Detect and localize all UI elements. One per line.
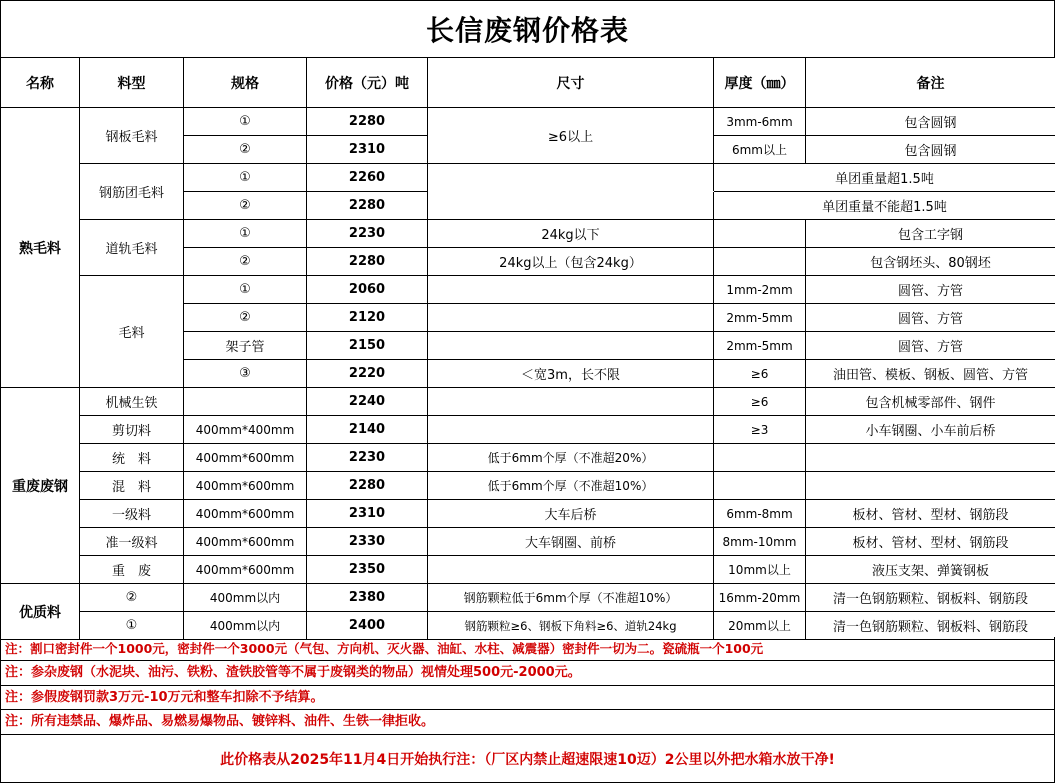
- table-header-row: [1, 58, 1055, 108]
- remark-cell: 液压支架、弹簧钢板: [806, 556, 1055, 584]
- table-row: [1, 164, 1055, 192]
- thickness-cell: 8mm-10mm: [714, 528, 806, 556]
- size-cell: 24kg以上（包含24kg）: [428, 248, 714, 276]
- remark-cell: [806, 472, 1055, 500]
- type-cell: 机械生铁: [80, 388, 184, 416]
- price-cell: 2280: [307, 472, 428, 500]
- price-cell: 2120: [307, 304, 428, 332]
- table-row: [1, 444, 1055, 472]
- spec-cell: [184, 388, 307, 416]
- remark-cell: 包含机械零部件、钢件: [806, 388, 1055, 416]
- remark-cell: [806, 444, 1055, 472]
- header-thickness: 厚度（㎜）: [714, 58, 806, 108]
- type-cell: ②: [80, 584, 184, 612]
- type-cell: 毛料: [80, 276, 184, 388]
- size-cell: 钢筋颗粒低于6mm个厚（不准超10%）: [428, 584, 714, 612]
- size-cell: 24kg以下: [428, 220, 714, 248]
- price-cell: 2310: [307, 136, 428, 164]
- price-cell: 2240: [307, 388, 428, 416]
- type-cell: 重 废: [80, 556, 184, 584]
- table-row: [1, 108, 1055, 136]
- size-cell: 大车钢圈、前桥: [428, 528, 714, 556]
- thickness-cell: 2mm-5mm: [714, 304, 806, 332]
- header-type: 料型: [80, 58, 184, 108]
- spec-cell: 400mm*600mm: [184, 500, 307, 528]
- note-line: 注：参杂废钢（水泥块、油污、铁粉、渣铁胶管等不属于废钢类的物品）视情处理500元-2000元。: [0, 661, 1055, 685]
- thickness-cell: ≥6: [714, 388, 806, 416]
- table-row: [1, 500, 1055, 528]
- type-cell: 钢板毛料: [80, 108, 184, 164]
- spec-cell: 400mm*600mm: [184, 528, 307, 556]
- category-cell: 优质料: [1, 584, 80, 640]
- spec-cell: 400mm*400mm: [184, 416, 307, 444]
- thickness-cell: 1mm-2mm: [714, 276, 806, 304]
- thickness-cell: [714, 220, 806, 248]
- size-cell: [428, 276, 714, 304]
- note-line: 注：所有违禁品、爆炸品、易燃易爆物品、镀锌料、油件、生铁一律拒收。: [0, 710, 1055, 734]
- size-cell: [428, 304, 714, 332]
- spec-cell: 400mm*600mm: [184, 556, 307, 584]
- thickness-cell: 10mm以上: [714, 556, 806, 584]
- table-row: [1, 584, 1055, 612]
- header-size: 尺寸: [428, 58, 714, 108]
- size-cell: [428, 388, 714, 416]
- type-cell: 钢筋团毛料: [80, 164, 184, 220]
- table-row: [1, 276, 1055, 304]
- price-cell: 2310: [307, 500, 428, 528]
- remark-cell: 油田管、模板、钢板、圆管、方管: [806, 360, 1055, 388]
- size-cell: [428, 416, 714, 444]
- spec-cell: ②: [184, 136, 307, 164]
- price-cell: 2280: [307, 108, 428, 136]
- remark-cell: 圆管、方管: [806, 304, 1055, 332]
- table-row: [1, 528, 1055, 556]
- table-row: [1, 220, 1055, 248]
- size-cell: ＜宽3m，长不限: [428, 360, 714, 388]
- thickness-cell: ≥6: [714, 360, 806, 388]
- remark-cell: 圆管、方管: [806, 276, 1055, 304]
- size-cell: [428, 192, 714, 220]
- remark-cell: 小车钢圈、小车前后桥: [806, 416, 1055, 444]
- spec-cell: 400mm*600mm: [184, 472, 307, 500]
- spec-cell: ②: [184, 304, 307, 332]
- size-cell: 低于6mm个厚（不准超20%）: [428, 444, 714, 472]
- spec-cell: ②: [184, 248, 307, 276]
- remark-cell: 包含圆钢: [806, 136, 1055, 164]
- spec-cell: 400mm以内: [184, 612, 307, 640]
- price-cell: 2230: [307, 220, 428, 248]
- spec-cell: 架子管: [184, 332, 307, 360]
- type-cell: 准一级料: [80, 528, 184, 556]
- remark-cell: 包含圆钢: [806, 108, 1055, 136]
- remark-cell: 板材、管材、型材、钢筋段: [806, 500, 1055, 528]
- type-cell: 一级料: [80, 500, 184, 528]
- thickness-cell: 6mm以上: [714, 136, 806, 164]
- type-cell: ①: [80, 612, 184, 640]
- type-cell: 剪切料: [80, 416, 184, 444]
- remark-cell: 清一色钢筋颗粒、钢板料、钢筋段: [806, 612, 1055, 640]
- spec-cell: ①: [184, 276, 307, 304]
- note-line: 注：参假废钢罚款3万元-10万元和整车扣除不予结算。: [0, 686, 1055, 710]
- price-cell: 2350: [307, 556, 428, 584]
- spec-cell: 400mm以内: [184, 584, 307, 612]
- size-cell: 低于6mm个厚（不准超10%）: [428, 472, 714, 500]
- category-cell: 重废废钢: [1, 388, 80, 584]
- merged-remark-cell: 单团重量超1.5吨: [714, 164, 1055, 192]
- thickness-cell: 3mm-6mm: [714, 108, 806, 136]
- notes-section: [0, 637, 1055, 735]
- remark-cell: 包含工字钢: [806, 220, 1055, 248]
- table-row: [1, 388, 1055, 416]
- spec-cell: 400mm*600mm: [184, 444, 307, 472]
- price-cell: 2260: [307, 164, 428, 192]
- remark-cell: 清一色钢筋颗粒、钢板料、钢筋段: [806, 584, 1055, 612]
- size-cell: ≥6以上: [428, 108, 714, 164]
- thickness-cell: [714, 248, 806, 276]
- price-cell: 2220: [307, 360, 428, 388]
- thickness-cell: 6mm-8mm: [714, 500, 806, 528]
- price-table: [0, 57, 1055, 640]
- price-cell: 2150: [307, 332, 428, 360]
- price-cell: 2400: [307, 612, 428, 640]
- type-cell: 统 料: [80, 444, 184, 472]
- spec-cell: ①: [184, 220, 307, 248]
- price-cell: 2280: [307, 192, 428, 220]
- footer-notice: 此价格表从2025年11月4日开始执行注：（厂区内禁止超速限速10迈）2公里以外把水箱水放干净!: [0, 735, 1055, 783]
- size-cell: [428, 332, 714, 360]
- header-price: 价格（元）吨: [307, 58, 428, 108]
- table-row: [1, 556, 1055, 584]
- price-cell: 2380: [307, 584, 428, 612]
- spec-cell: ②: [184, 192, 307, 220]
- thickness-cell: 20mm以上: [714, 612, 806, 640]
- header-spec: 规格: [184, 58, 307, 108]
- note-line: 注：割口密封件一个1000元，密封件一个3000元（气包、方向机、灭火器、油缸、水柱、减震器）密封件一切为二。瓷硫瓶一个100元: [0, 637, 1055, 661]
- thickness-cell: 2mm-5mm: [714, 332, 806, 360]
- price-cell: 2060: [307, 276, 428, 304]
- remark-cell: 包含钢坯头、80钢坯: [806, 248, 1055, 276]
- type-cell: 道轨毛料: [80, 220, 184, 276]
- price-cell: 2280: [307, 248, 428, 276]
- table-row: [1, 472, 1055, 500]
- spec-cell: ③: [184, 360, 307, 388]
- page-title: 长信废钢价格表: [0, 0, 1055, 57]
- thickness-cell: [714, 472, 806, 500]
- price-cell: 2330: [307, 528, 428, 556]
- category-cell: 熟毛料: [1, 108, 80, 388]
- price-cell: 2140: [307, 416, 428, 444]
- thickness-cell: 16mm-20mm: [714, 584, 806, 612]
- price-cell: 2230: [307, 444, 428, 472]
- header-remark: 备注: [806, 58, 1055, 108]
- merged-remark-cell: 单团重量不能超1.5吨: [714, 192, 1055, 220]
- spec-cell: ①: [184, 164, 307, 192]
- spec-cell: ①: [184, 108, 307, 136]
- size-cell: [428, 164, 714, 192]
- header-name: 名称: [1, 58, 80, 108]
- remark-cell: 圆管、方管: [806, 332, 1055, 360]
- type-cell: 混 料: [80, 472, 184, 500]
- size-cell: 钢筋颗粒≥6、钢板下角料≥6、道轨24kg: [428, 612, 714, 640]
- remark-cell: 板材、管材、型材、钢筋段: [806, 528, 1055, 556]
- table-row: [1, 416, 1055, 444]
- thickness-cell: [714, 444, 806, 472]
- table-row: [1, 612, 1055, 640]
- size-cell: [428, 556, 714, 584]
- size-cell: 大车后桥: [428, 500, 714, 528]
- thickness-cell: ≥3: [714, 416, 806, 444]
